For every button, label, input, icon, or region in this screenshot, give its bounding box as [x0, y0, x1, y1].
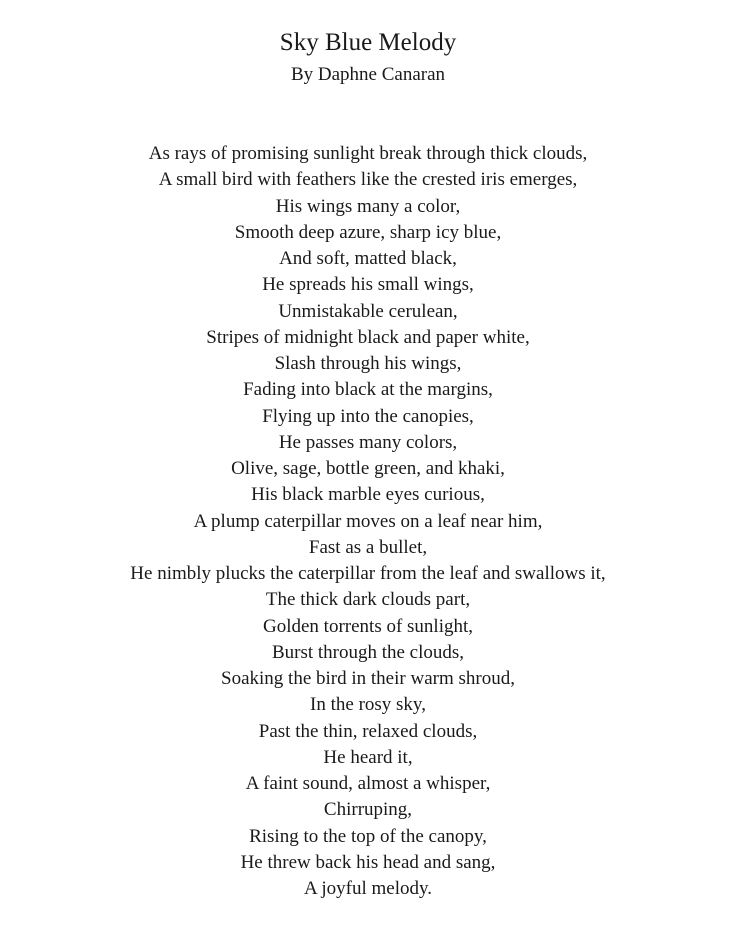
poem-body: [0, 141, 736, 902]
poem-line: Unmistakable cerulean,: [278, 300, 458, 322]
poem-line: Slash through his wings,: [274, 353, 462, 374]
poem-line: Smooth deep azure, sharp icy blue,: [234, 221, 502, 243]
poem-line: He spreads his small wings,: [262, 274, 474, 296]
poem-line: The thick dark clouds part,: [265, 589, 471, 611]
poem-line: A joyful melody.: [303, 878, 433, 899]
poem-line: He threw back his head and sang,: [240, 851, 496, 873]
poem-line: Rising to the top of the canopy,: [249, 825, 487, 847]
poem-line: A small bird with feathers like the crested iris emerges,: [158, 169, 578, 191]
poem-line: Golden torrents of sunlight,: [262, 615, 474, 637]
poem-line: His black marble eyes curious,: [251, 484, 485, 506]
poem-line: Olive, sage, bottle green, and khaki,: [231, 458, 505, 479]
poem-line: Chirruping,: [323, 799, 413, 821]
poem-line: Past the thin, relaxed clouds,: [258, 720, 478, 742]
poem-line: And soft, matted black,: [279, 248, 457, 269]
poem-title: Sky Blue Melody: [279, 29, 457, 56]
poem-line: Fast as a bullet,: [308, 536, 428, 558]
poem-line: He heard it,: [323, 746, 413, 768]
poem-line: In the rosy sky,: [310, 694, 426, 716]
poem-line: He passes many colors,: [278, 431, 458, 453]
poem-author: By Daphne Canaran: [290, 64, 446, 85]
poem-line: Soaking the bird in their warm shroud,: [221, 668, 515, 689]
poem-line: A faint sound, almost a whisper,: [245, 773, 491, 794]
poem-line: He nimbly plucks the caterpillar from the leaf and swallows it,: [130, 563, 606, 584]
poem-line: Flying up into the canopies,: [262, 405, 474, 427]
poem-line: Burst through the clouds,: [271, 641, 465, 663]
poem-line: His wings many a color,: [275, 195, 461, 217]
poem-line: As rays of promising sunlight break through thick clouds,: [148, 143, 588, 164]
poem-line: Stripes of midnight black and paper white,: [206, 326, 530, 348]
poem-line: A plump caterpillar moves on a leaf near him,: [193, 510, 543, 532]
poem-line: Fading into black at the margins,: [243, 379, 493, 401]
